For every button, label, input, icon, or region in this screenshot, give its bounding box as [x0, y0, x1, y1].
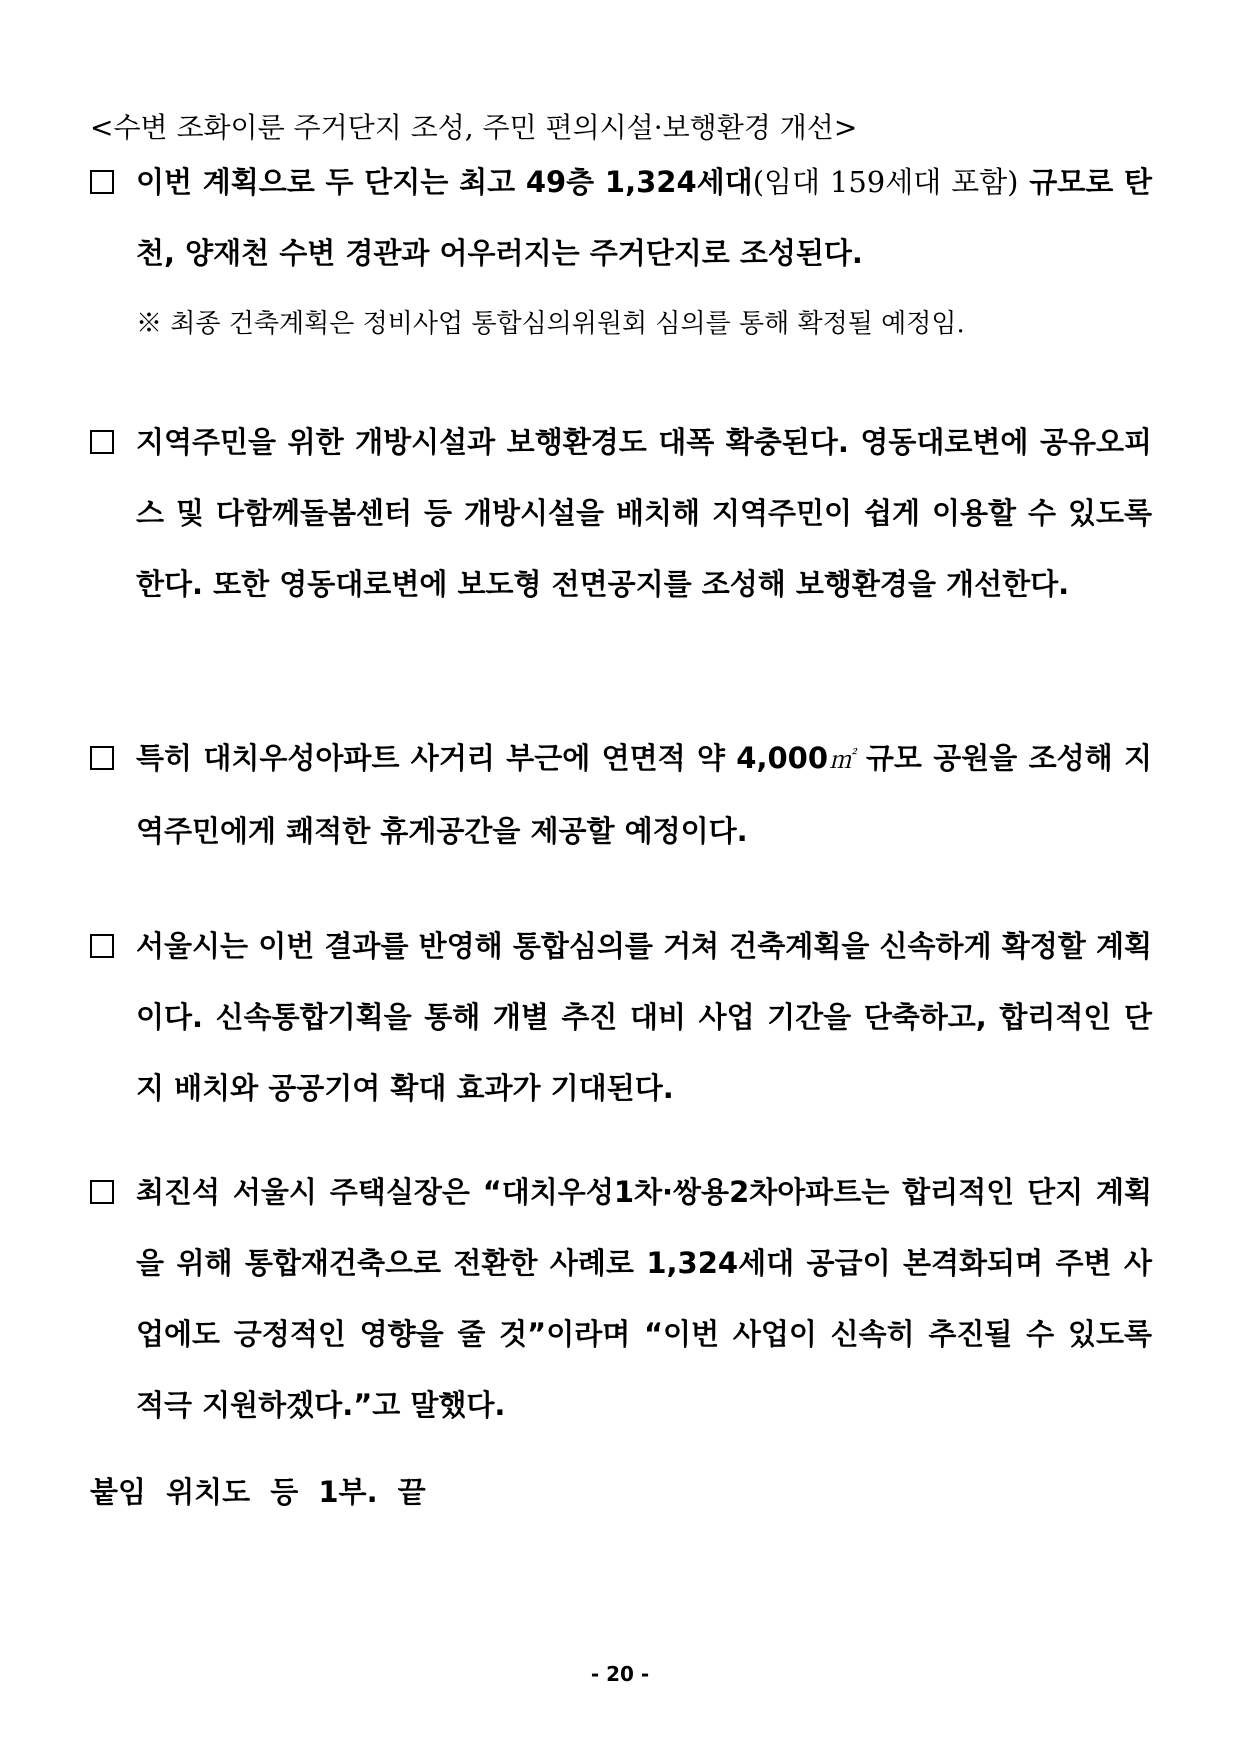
checkbox-square-icon — [90, 746, 114, 770]
paragraph-1-rest: 규모로 탄천, 양재천 수변 경관과 어우러지는 주거단지로 조성된다. — [136, 165, 1153, 270]
note-text: ※ 최종 건축계획은 정비사업 통합심의위원회 심의를 통해 확정될 예정임. — [136, 309, 965, 339]
paragraph-text-4: 서울시는 이번 결과를 반영해 통합심의를 거쳐 건축계획을 신속하게 확정할 계획이다. 신속통합기획을 통해 개별 추진 대비 사업 기간을 단축하고, 합리적인 단지 배치와 공공기여 확대 효과가 기대된다. — [136, 929, 1152, 1105]
paragraph-1-light: (임대 159세대 포함) — [752, 165, 1019, 199]
checkbox-square-icon — [90, 170, 114, 194]
paragraph-text-5: 최진석 서울시 주택실장은 “대치우성1차·쌍용2차아파트는 합리적인 단지 계획을 위해 통합재건축으로 전환한 사례로 1,324세대 공급이 본격화되며 주변 사업에도 긍정적인 영향을 줄 것”이라며 “이번 사업이 신속히 추진될 수 있도록 적극 지원하겠다.”고 말했다. — [136, 1175, 1152, 1422]
paragraph-text-3 — [136, 723, 1152, 867]
paragraph-item-4 — [90, 926, 1152, 1124]
paragraph-item-1 — [90, 162, 1152, 289]
checkbox-square-icon — [90, 1180, 114, 1204]
paragraph-item-2 — [90, 422, 1152, 620]
square-meter-unit: ㎡ — [828, 746, 855, 774]
checkbox-square-icon — [90, 934, 114, 958]
checkbox-square-icon — [90, 430, 114, 454]
paragraph-3-before-unit: 특히 대치우성아파트 사거리 부근에 연면적 약 4,000 — [136, 741, 829, 775]
section-subheading: <수변 조화이룬 주거단지 조성, 주민 편의시설·보행환경 개선> — [90, 111, 858, 144]
paragraph-item-5 — [90, 1172, 1152, 1441]
paragraph-item-3 — [90, 738, 1152, 867]
paragraph-1-bold: 이번 계획으로 두 단지는 최고 49층 1,324세대 — [136, 165, 753, 199]
paragraph-text-2: 지역주민을 위한 개방시설과 보행환경도 대폭 확충된다. 영동대로변에 공유오피스 및 다함께돌봄센터 등 개방시설을 배치해 지역주민이 쉽게 이용할 수 있도록 한다. 또한 영동대로변에 보도형 전면공지를 조성해 보행환경을 개선한다. — [136, 425, 1152, 601]
attachment-line: 붙임 위치도 등 1부. 끝 — [90, 1475, 426, 1509]
paragraph-3-after-unit: 규모 공원을 조성해 지역주민에게 쾌적한 휴게공간을 제공할 예정이다. — [136, 741, 1152, 848]
paragraph-text-1 — [136, 147, 1152, 289]
page-number: - 20 - — [590, 1662, 650, 1686]
